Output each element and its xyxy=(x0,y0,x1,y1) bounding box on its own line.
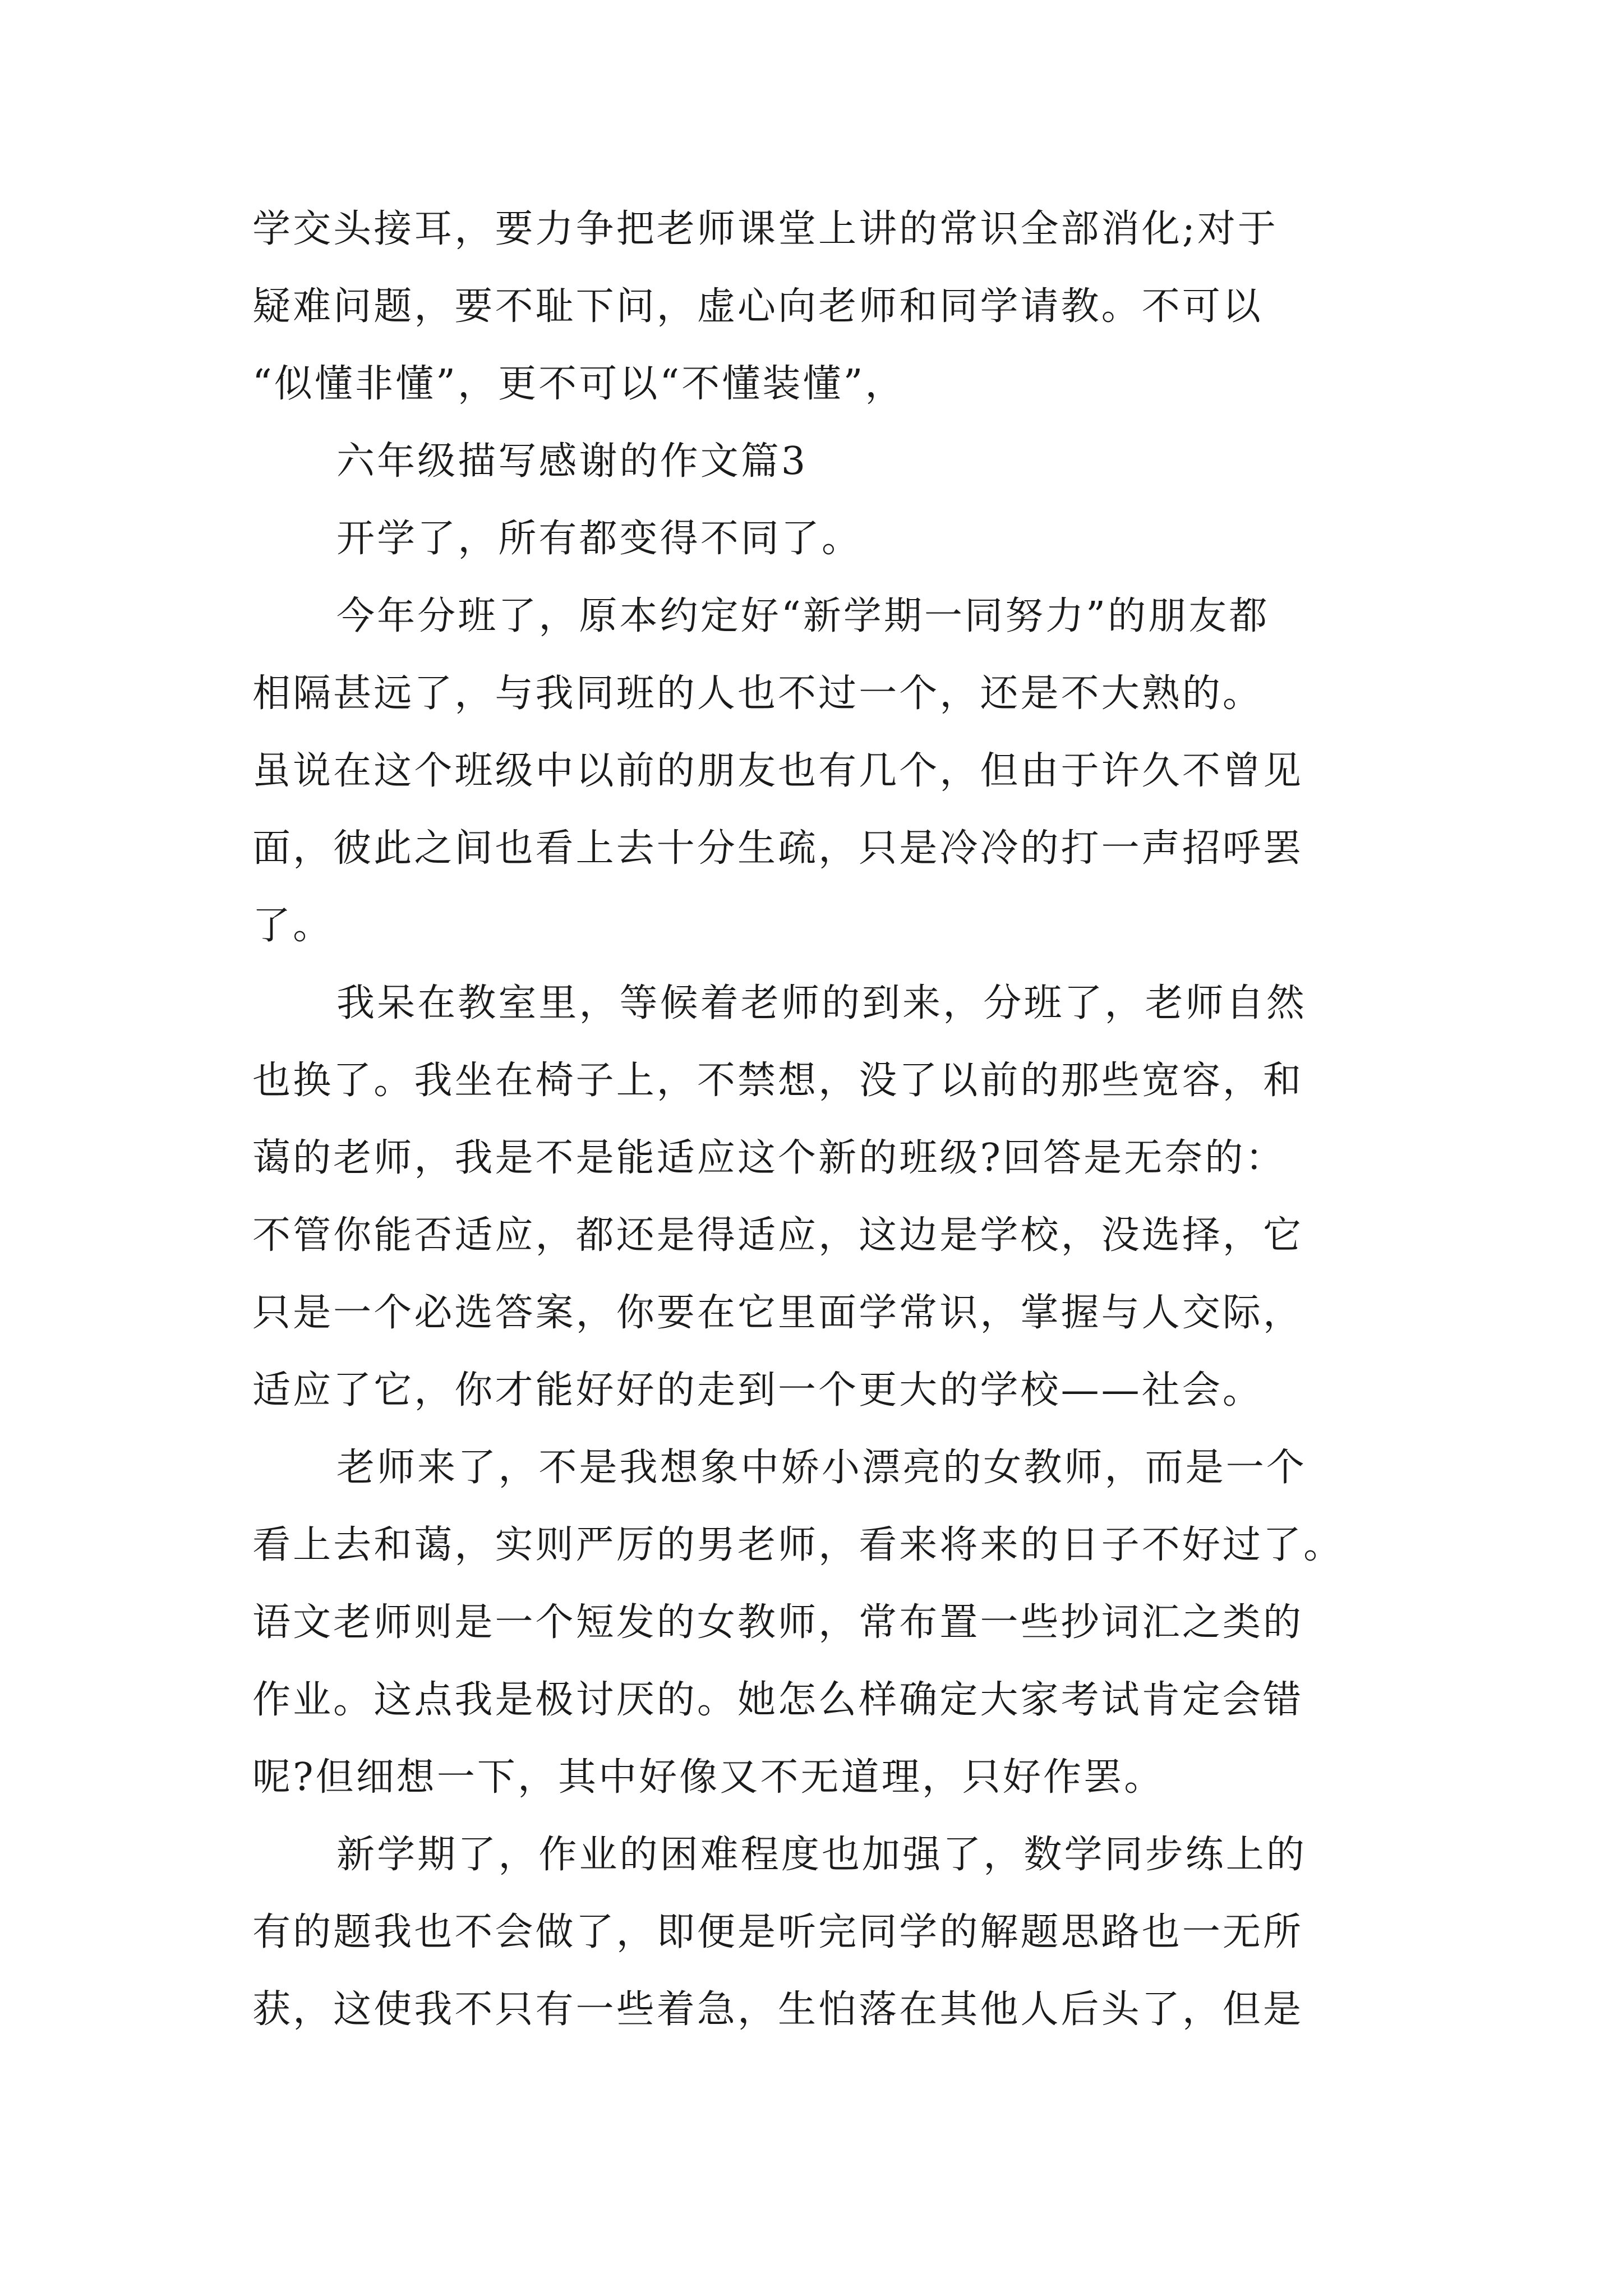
text-line: 虽说在这个班级中以前的朋友也有几个，但由于许久不曾见 xyxy=(252,749,1304,793)
text-line: “似懂非懂”，更不可以“不懂装懂”， xyxy=(252,362,906,406)
paragraph-start: 我呆在教室里，等候着老师的到来，分班了，老师自然 xyxy=(336,981,1307,1025)
essay-heading: 六年级描写感谢的作文篇3 xyxy=(336,439,808,484)
text-line: 看上去和蔼，实则严厉的男老师，看来将来的日子不好过了。 xyxy=(252,1523,1344,1567)
text-line: 只是一个必选答案，你要在它里面学常识，掌握与人交际， xyxy=(252,1291,1304,1335)
text-line: 适应了它，你才能好好的走到一个更大的学校——社会。 xyxy=(252,1368,1264,1412)
text-line: 学交头接耳，要力争把老师课堂上讲的常识全部消化;对于 xyxy=(252,207,1278,251)
text-line: 不管你能否适应，都还是得适应，这边是学校，没选择，它 xyxy=(252,1213,1304,1258)
text-line: 呢?但细想一下，其中好像又不无道理，只好作罢。 xyxy=(252,1755,1165,1800)
text-line: 相隔甚远了，与我同班的人也不过一个，还是不大熟的。 xyxy=(252,671,1264,716)
text-line: 面，彼此之间也看上去十分生疏，只是冷冷的打一声招呼罢 xyxy=(252,826,1304,871)
text-line: 获，这使我不只有一些着急，生怕落在其他人后头了，但是 xyxy=(252,1987,1304,2032)
text-line: 作业。这点我是极讨厌的。她怎么样确定大家考试肯定会错 xyxy=(252,1678,1304,1722)
paragraph-start: 新学期了，作业的困难程度也加强了，数学同步练上的 xyxy=(336,1833,1307,1877)
text-line: 有的题我也不会做了，即便是听完同学的解题思路也一无所 xyxy=(252,1910,1304,1954)
text-line: 了。 xyxy=(252,904,334,948)
paragraph-start: 老师来了，不是我想象中娇小漂亮的女教师，而是一个 xyxy=(336,1446,1307,1490)
text-line: 疑难问题，要不耻下问，虚心向老师和同学请教。不可以 xyxy=(252,284,1264,329)
paragraph-start: 今年分班了，原本约定好“新学期一同努力”的朋友都 xyxy=(336,594,1270,638)
paragraph-start: 开学了，所有都变得不同了。 xyxy=(336,517,863,561)
text-line: 也换了。我坐在椅子上，不禁想，没了以前的那些宽容，和 xyxy=(252,1059,1304,1103)
text-line: 语文老师则是一个短发的女教师，常布置一些抄词汇之类的 xyxy=(252,1600,1304,1645)
text-line: 蔼的老师，我是不是能适应这个新的班级?回答是无奈的： xyxy=(252,1136,1286,1180)
essay-text xyxy=(252,191,1380,2049)
